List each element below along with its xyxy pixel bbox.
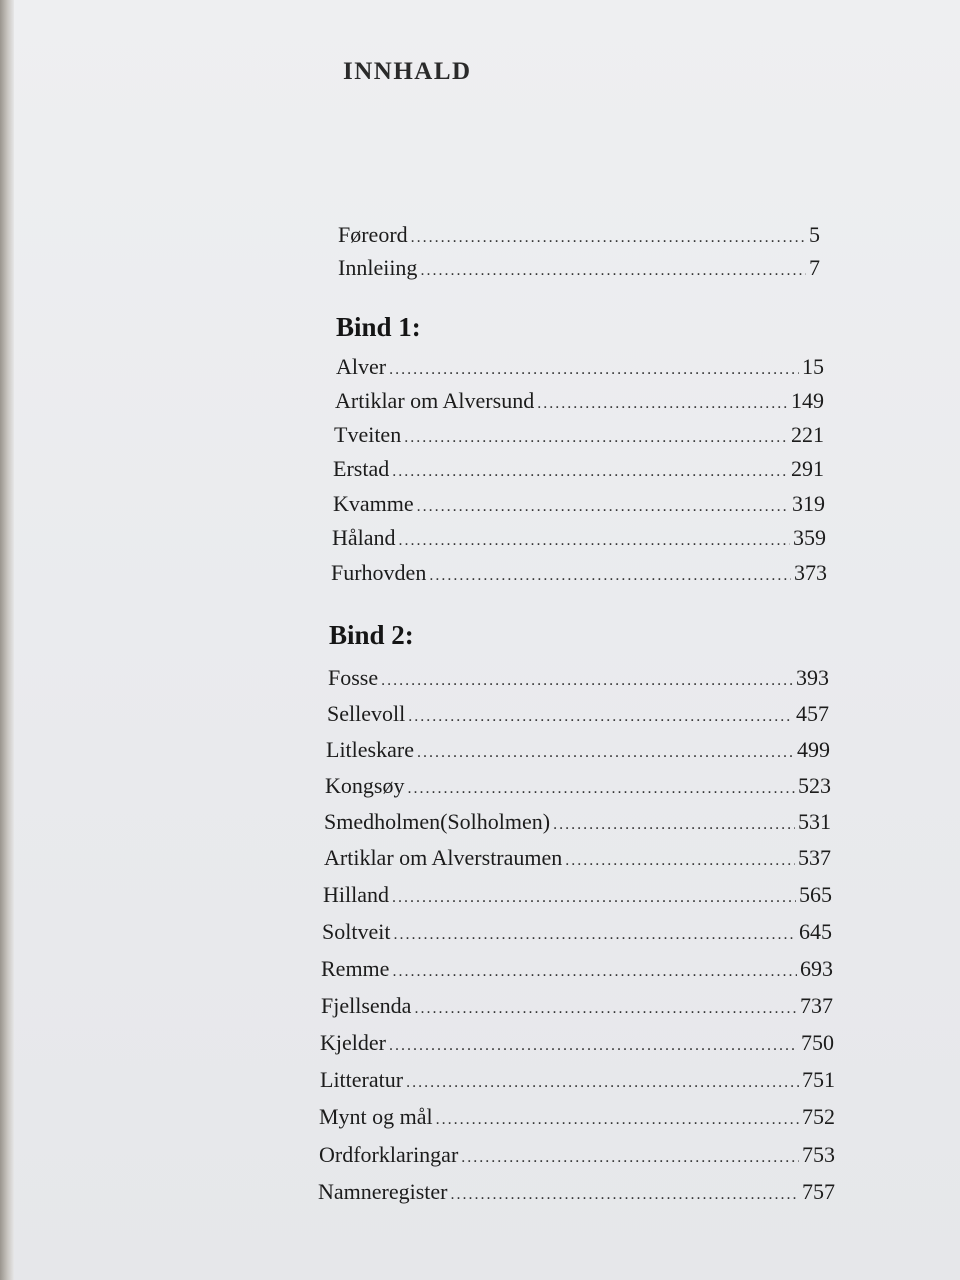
toc-entry <box>320 1028 834 1058</box>
toc-entry-page: 5 <box>809 222 820 247</box>
toc-entry <box>319 1102 835 1132</box>
leader-dots <box>392 957 797 987</box>
toc-entry <box>324 843 831 873</box>
toc-entry-page: 693 <box>800 956 833 981</box>
leader-dots <box>406 1068 799 1098</box>
leader-dots <box>537 389 788 419</box>
leader-dots <box>461 1143 799 1173</box>
toc-entry <box>335 386 824 416</box>
toc-entry <box>328 663 829 693</box>
toc-entry-label: Tveiten <box>334 422 402 447</box>
toc-entry <box>338 253 820 283</box>
toc-entry-label: Kjelder <box>320 1030 386 1055</box>
toc-entry-page: 565 <box>799 882 832 907</box>
toc-entry <box>322 917 832 947</box>
toc-entry-page: 753 <box>802 1142 835 1167</box>
toc-entry-label: Remme <box>321 956 390 981</box>
toc-entry <box>323 880 832 910</box>
leader-dots <box>420 256 806 286</box>
toc-entry-label: Fjellsenda <box>321 993 412 1018</box>
volume-heading: Bind 2: <box>329 620 414 650</box>
leader-dots <box>389 355 799 385</box>
toc-entry-label: Håland <box>332 525 396 550</box>
toc-entry-page: 221 <box>791 422 824 447</box>
toc-entry <box>325 771 831 801</box>
leader-dots <box>407 774 795 804</box>
leader-dots <box>393 920 796 950</box>
leader-dots <box>553 810 795 840</box>
toc-entry-page: 373 <box>794 560 827 585</box>
leader-dots <box>414 994 797 1024</box>
leader-dots <box>436 1105 799 1135</box>
toc-entry-label: Fosse <box>328 665 379 690</box>
toc-entry <box>338 220 820 250</box>
toc-entry-label: Soltveit <box>322 919 391 944</box>
toc-entry-page: 15 <box>802 354 824 379</box>
toc-entry <box>333 489 825 519</box>
leader-dots <box>399 526 790 556</box>
toc-entry-page: 750 <box>801 1030 834 1055</box>
toc-entry-page: 537 <box>798 845 831 870</box>
toc-entry <box>326 735 830 765</box>
toc-entry-label: Erstad <box>333 456 390 481</box>
toc-entry-label: Furhovden <box>331 560 427 585</box>
toc-entry-label: Artiklar om Alversund <box>335 388 535 413</box>
toc-entry-page: 7 <box>809 255 820 280</box>
toc-entry-page: 737 <box>800 993 833 1018</box>
toc-entry-page: 359 <box>793 525 826 550</box>
toc-entry-label: Hilland <box>323 882 389 907</box>
leader-dots <box>429 561 791 591</box>
toc-entry-label: Alver <box>336 354 387 379</box>
toc-entry <box>321 991 833 1021</box>
toc-entry-page: 757 <box>802 1179 835 1204</box>
leader-dots <box>392 883 796 913</box>
leader-dots <box>408 702 793 732</box>
toc-entry-label: Mynt og mål <box>319 1104 433 1129</box>
toc-entry <box>320 1065 835 1095</box>
toc-entry-page: 291 <box>791 456 824 481</box>
toc-entry <box>327 699 829 729</box>
toc-entry-label: Sellevoll <box>327 701 406 726</box>
leader-dots <box>417 738 794 768</box>
leader-dots <box>411 223 806 253</box>
toc-entry-page: 499 <box>797 737 830 762</box>
toc-entry-label: Kvamme <box>333 491 414 516</box>
toc-entry-label: Litleskare <box>326 737 414 762</box>
toc-entry-page: 523 <box>798 773 831 798</box>
leader-dots <box>381 666 793 696</box>
toc-entry <box>321 954 833 984</box>
toc-entry <box>333 454 824 484</box>
toc-entry <box>334 420 824 450</box>
page-title: INNHALD <box>343 58 472 85</box>
leader-dots <box>404 423 788 453</box>
toc-entry-page: 752 <box>802 1104 835 1129</box>
leader-dots <box>417 492 789 522</box>
toc-entry-label: Namneregister <box>318 1179 448 1204</box>
toc-entry <box>331 558 827 588</box>
toc-entry-label: Kongsøy <box>325 773 405 798</box>
toc-entry-label: Innleiing <box>338 255 418 280</box>
toc-entry <box>319 1140 835 1170</box>
leader-dots <box>451 1180 800 1210</box>
leader-dots <box>565 846 795 876</box>
toc-entry <box>324 807 831 837</box>
volume-heading: Bind 1: <box>336 312 421 342</box>
toc-entry <box>318 1177 835 1207</box>
toc-entry <box>336 352 824 382</box>
toc-entry-page: 319 <box>792 491 825 516</box>
leader-dots <box>389 1031 798 1061</box>
toc-entry-page: 531 <box>798 809 831 834</box>
toc-entry-label: Smedholmen(Solholmen) <box>324 809 551 834</box>
toc-entry-label: Ordforklaringar <box>319 1142 459 1167</box>
toc-entry-page: 149 <box>791 388 824 413</box>
toc-entry-page: 645 <box>799 919 832 944</box>
toc-entry-label: Artiklar om Alverstraumen <box>324 845 563 870</box>
toc-entry-page: 751 <box>802 1067 835 1092</box>
toc-entry <box>332 523 826 553</box>
leader-dots <box>392 457 788 487</box>
toc-entry-page: 457 <box>796 701 829 726</box>
toc-entry-label: Føreord <box>338 222 408 247</box>
toc-entry-page: 393 <box>796 665 829 690</box>
toc-entry-label: Litteratur <box>320 1067 404 1092</box>
